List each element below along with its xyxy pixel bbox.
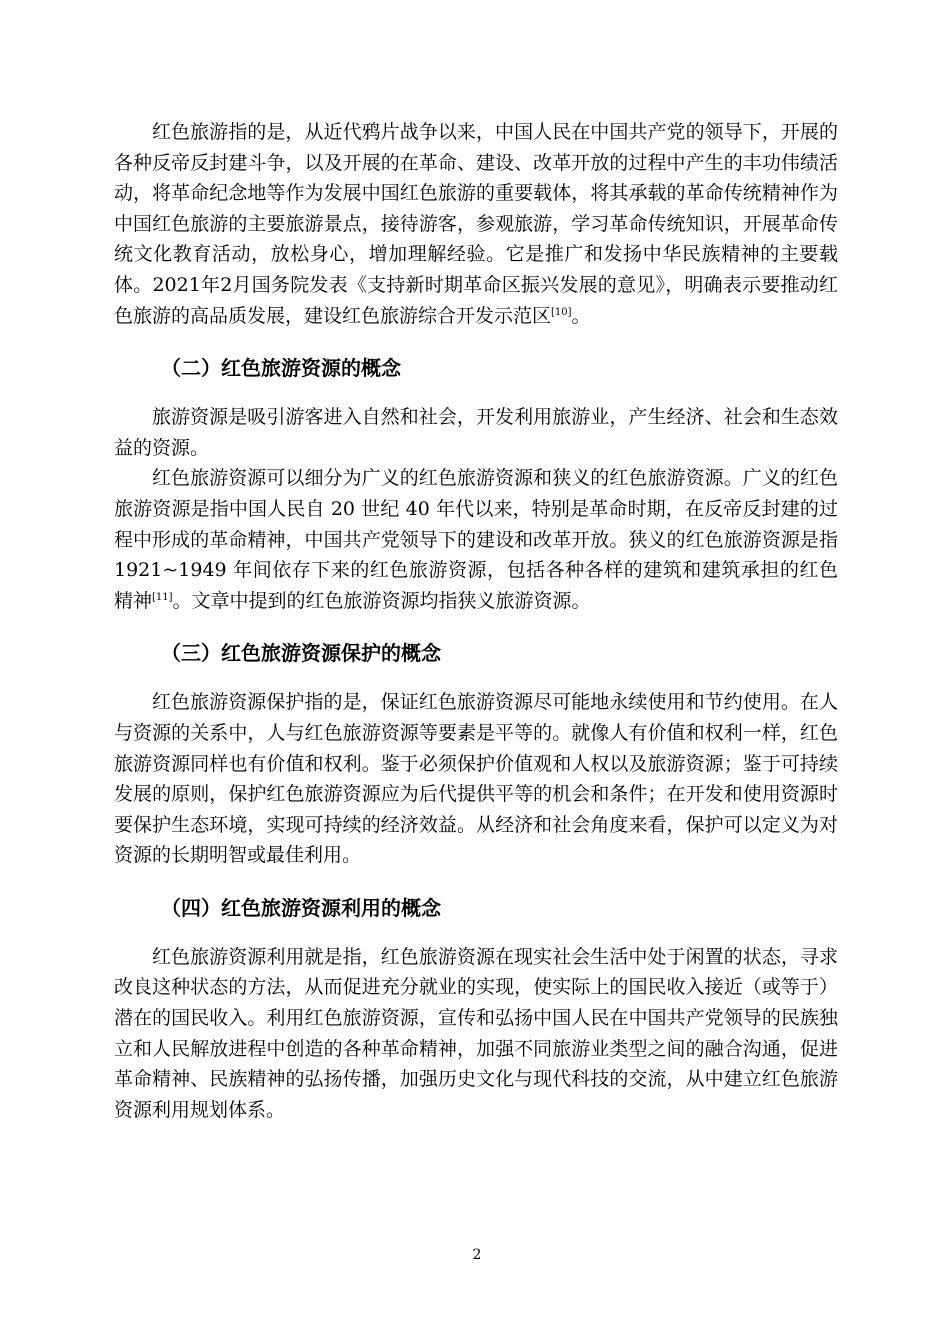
paragraph-red-resource-definition [114, 463, 838, 616]
paragraph-resource-protection: 红色旅游资源保护指的是，保证红色旅游资源尽可能地永续使用和节约使用。在人与资源的关系中，人与红色旅游资源等要素是平等的。就像人有价值和权利一样，红色旅游资源同样也有价值和权利。鉴于必须保护价值观和人权以及旅游资源；鉴于可持续发展的原则，保护红色旅游资源应为后代提供平等的机会和条件；在开发和使用资源时要保护生态环境，实现可持续的经济效益。从经济和社会角度来看，保护可以定义为对资源的长期明智或最佳利用。 [114, 691, 838, 867]
paragraph-end: 。文章中提到的红色旅游资源均指狭义旅游资源。 [172, 589, 591, 612]
page-number: 2 [472, 1247, 482, 1263]
section-heading-3: （三）红色旅游资源保护的概念 [161, 641, 441, 666]
section-heading-2: （二）红色旅游资源的概念 [161, 356, 401, 381]
page-content [114, 117, 838, 1125]
citation-ref: [11] [152, 591, 173, 603]
paragraph-resource-utilization: 红色旅游资源利用就是指，红色旅游资源在现实社会生活中处于闲置的状态，寻求改良这种状态的方法，从而促进充分就业的实现，使实际上的国民收入接近（或等于）潜在的国民收入。利用红色旅游资源，宣传和弘扬中国人民在中国共产党领导的民族独立和人民解放进程中创造的各种革命精神，加强不同旅游业类型之间的融合沟通，促进革命精神、民族精神的弘扬传播，加强历史文化与现代科技的交流，从中建立红色旅游资源利用规划体系。 [114, 945, 838, 1121]
paragraph-text: 红色旅游资源可以细分为广义的红色旅游资源和狭义的红色旅游资源。广义的红色旅游资源是指中国人民自 20 世纪 40 年代以来，特别是革命时期，在反帝反封建的过程中形成的革命精神，中国共产党领导下的建设和改革开放。狭义的红色旅游资源是指 1921~1949 年间依存下来的红色旅游资源，包括各种各样的建筑和建筑承担的红色精神 [114, 467, 838, 612]
paragraph-end: 。 [571, 304, 591, 327]
citation-ref: [10] [551, 306, 572, 318]
section-heading-4: （四）红色旅游资源利用的概念 [161, 895, 441, 920]
paragraph-tourism-resource: 旅游资源是吸引游客进入自然和社会，开发利用旅游业，产生经济、社会和生态效益的资源。 [114, 406, 838, 459]
paragraph-text: 红色旅游指的是，从近代鸦片战争以来，中国人民在中国共产党的领导下，开展的各种反帝反封建斗争，以及开展的在革命、建设、改革开放的过程中产生的丰功伟绩活动，将革命纪念地等作为发展中国红色旅游的重要载体，将其承载的革命传统精神作为中国红色旅游的主要旅游景点，接待游客，参观旅游，学习革命传统知识，开展革命传统文化教育活动，放松身心，增加理解经验。它是推广和发扬中华民族精神的主要载体。2021年2月国务院发表《支持新时期革命区振兴发展的意见》，明确表示要推动红色旅游的高品质发展，建设红色旅游综合开发示范区 [114, 121, 838, 327]
paragraph-red-tourism-definition [114, 117, 838, 331]
